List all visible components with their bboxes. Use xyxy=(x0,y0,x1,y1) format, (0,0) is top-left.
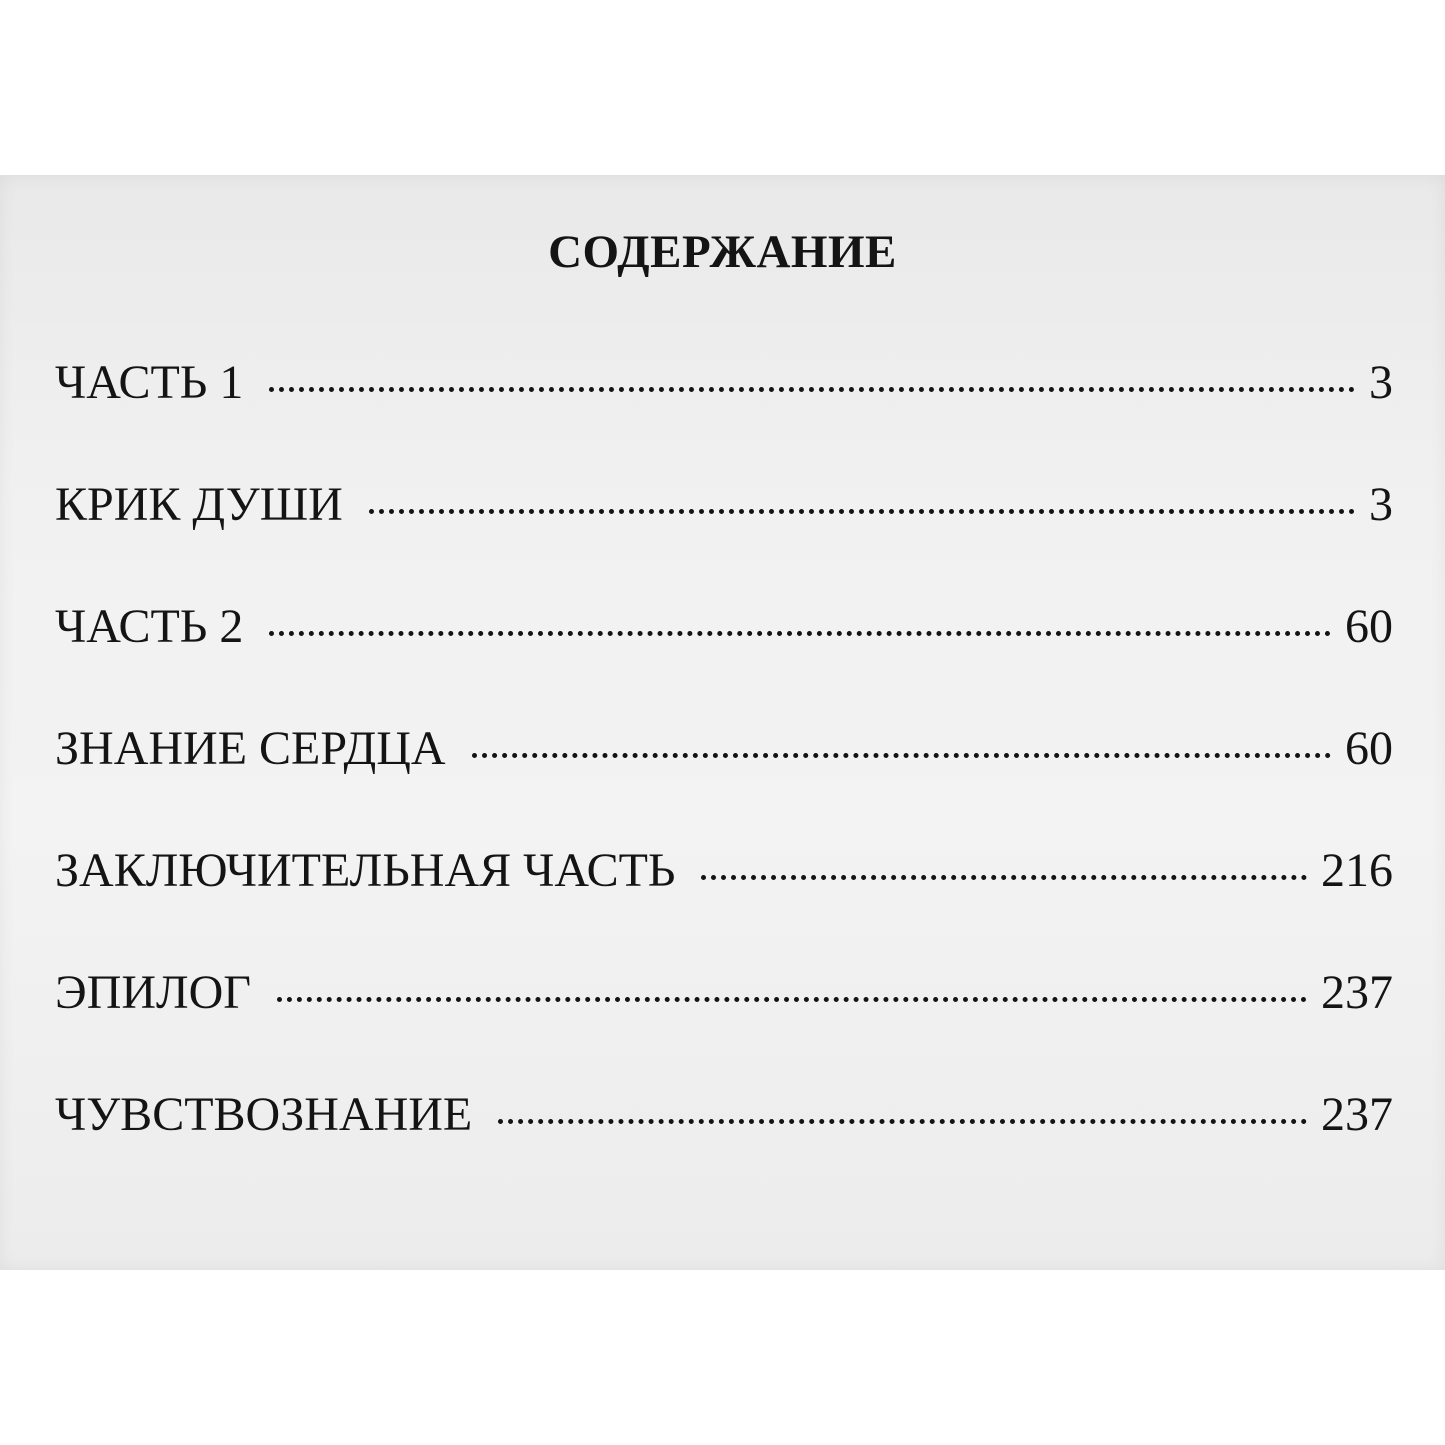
toc-entry xyxy=(55,1087,1393,1209)
toc-entry xyxy=(55,355,1393,477)
toc-entry-page: 237 xyxy=(1321,966,1393,1019)
toc-entry xyxy=(55,721,1393,843)
dot-leader xyxy=(472,753,1331,758)
toc-entry-page: 237 xyxy=(1321,1088,1393,1141)
dot-leader xyxy=(369,509,1355,514)
toc-entry-page: 3 xyxy=(1369,356,1393,409)
toc-entry-label: ЧАСТЬ 2 xyxy=(55,600,244,653)
toc-entry xyxy=(55,965,1393,1087)
toc-entry xyxy=(55,599,1393,721)
toc-title: СОДЕРЖАНИЕ xyxy=(548,226,897,278)
toc-entry-page: 60 xyxy=(1345,600,1393,653)
toc-entry-page: 216 xyxy=(1321,844,1393,897)
dot-leader xyxy=(269,387,1355,392)
dot-leader xyxy=(269,631,1331,636)
toc-entry-label: КРИК ДУШИ xyxy=(55,478,343,531)
toc-entry-page: 60 xyxy=(1345,722,1393,775)
book-page xyxy=(0,175,1445,1270)
toc-entry-label: ЗАКЛЮЧИТЕЛЬНАЯ ЧАСТЬ xyxy=(55,844,676,897)
toc-entry-page: 3 xyxy=(1369,478,1393,531)
toc-entry xyxy=(55,477,1393,599)
toc-entry-label: ЗНАНИЕ СЕРДЦА xyxy=(55,722,446,775)
dot-leader xyxy=(277,997,1307,1002)
toc-list xyxy=(55,355,1393,1209)
toc-entry-label: ЧУВСТВОЗНАНИЕ xyxy=(55,1088,473,1141)
toc-entry-label: ЧАСТЬ 1 xyxy=(55,356,244,409)
toc-entry-label: ЭПИЛОГ xyxy=(55,966,251,1019)
dot-leader xyxy=(701,875,1307,880)
dot-leader xyxy=(498,1119,1307,1124)
toc-entry xyxy=(55,843,1393,965)
